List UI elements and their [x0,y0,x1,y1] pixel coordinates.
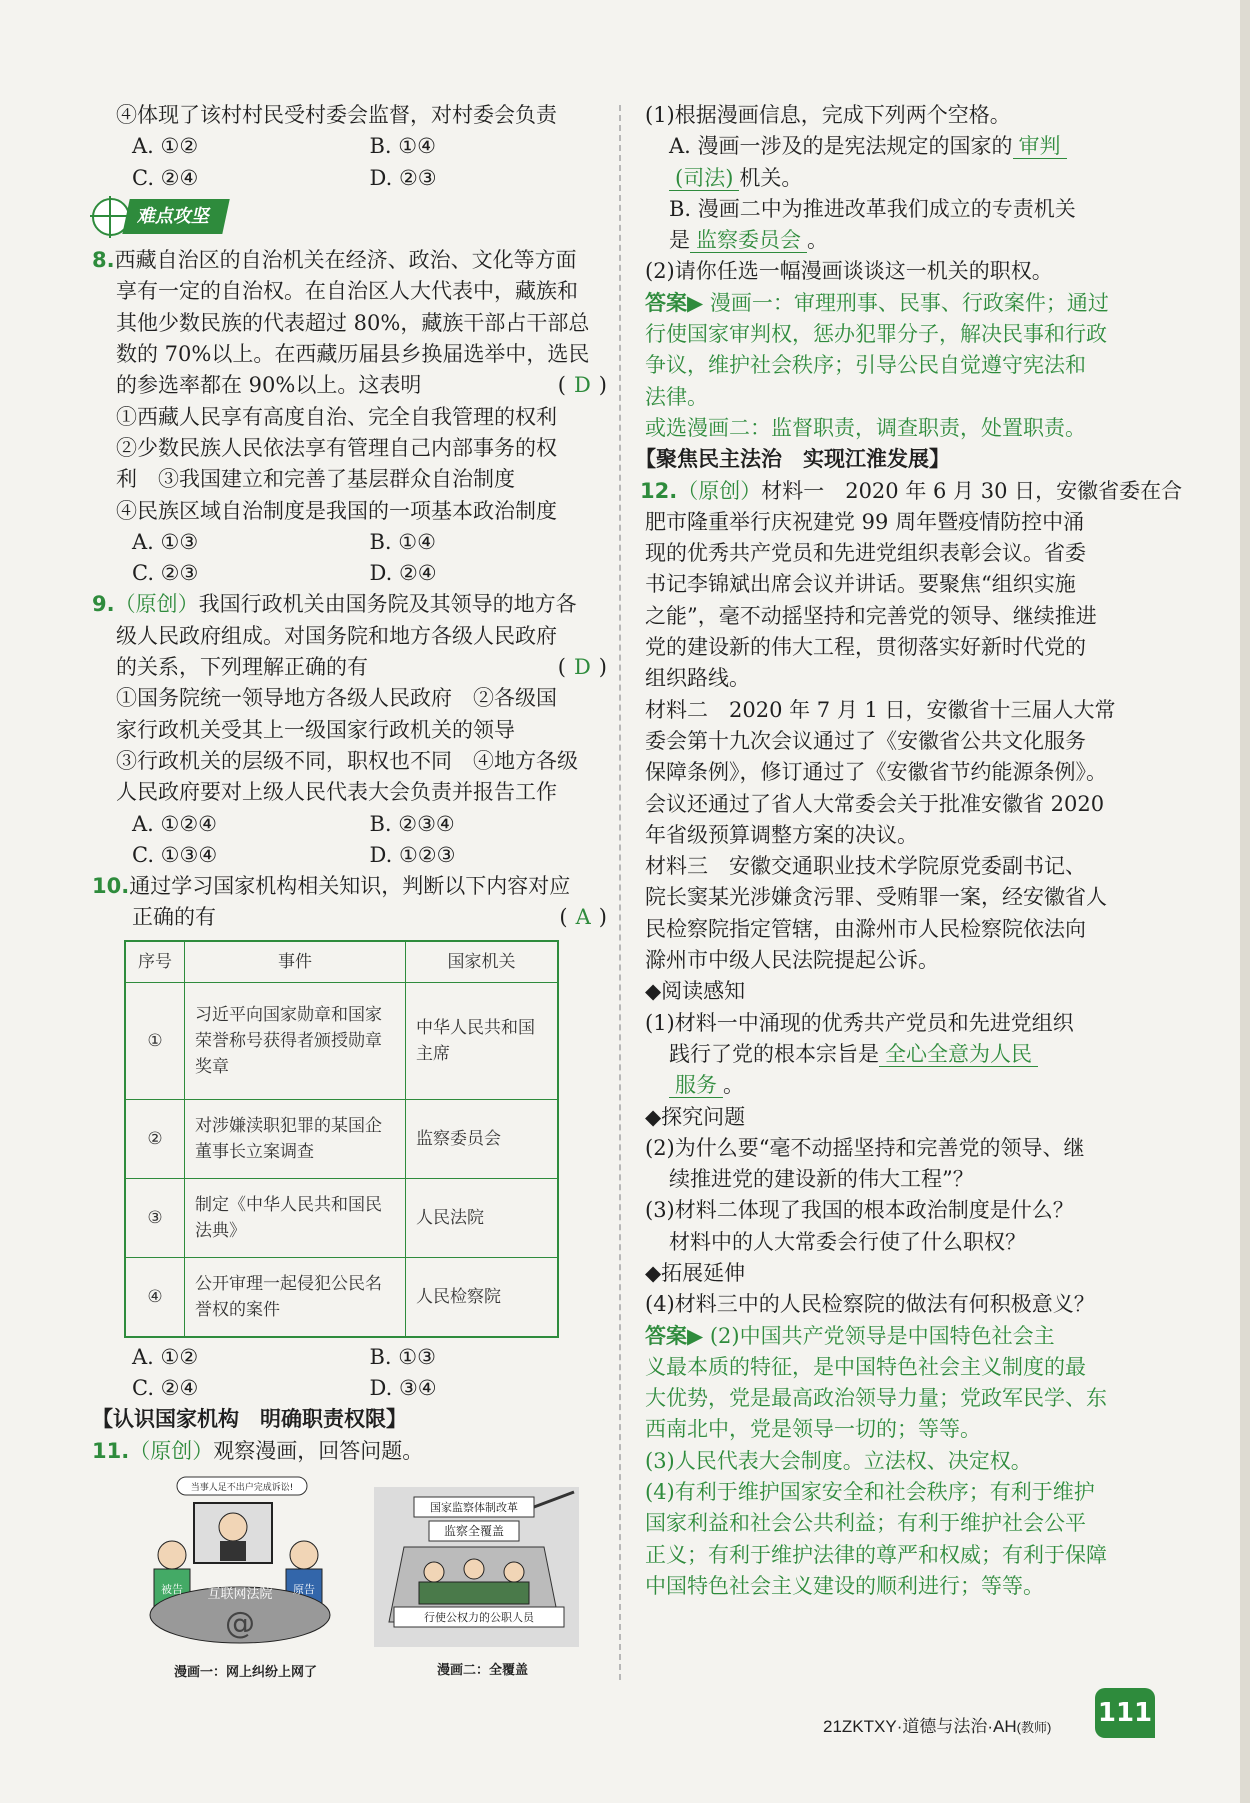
answer-text: 大优势，党是最高政治领导力量；党政军民学、东 [645,1386,1107,1411]
material-text: 党的建设新的伟大工程，贯彻落实好新时代党的 [645,635,1086,660]
option: B. ①④ [369,134,436,159]
question-11 [92,1436,607,1680]
material-text: 材料三 安徽交通职业技术学院原党委副书记、 [645,854,1086,879]
option: A. ①② [132,1344,199,1369]
question-text: 观察漫画，回答问题。 [213,1438,424,1463]
row-organ: 中华人民共和国主席 [406,982,559,1099]
cartoon-supervision [374,1487,579,1647]
subsection-heading: ◆探究问题 [645,1104,746,1129]
option: B. ①③ [369,1344,436,1369]
question-text: 级人民政府组成。对国务院和地方各级人民政府 [116,623,557,648]
subquestion: 践行了党的根本宗旨是 [669,1041,879,1066]
right-column [635,100,1183,1602]
plaintiff-tag: 原告 [293,1582,315,1596]
option: A. ①③ [132,529,199,554]
material-text: 保障条例》，修订通过了《安徽省节约能源条例》。 [645,760,1107,785]
court-sign: 互联网法院 [207,1586,273,1602]
row-organ: 监察委员会 [406,1099,559,1178]
row-number: ① [125,982,185,1099]
prev-item-4: ④体现了该村村民受村委会监督，对村委会负责 [116,103,557,127]
question-number: 9. [92,592,115,617]
section-heading: 【聚焦民主法治 实现江淮发展】 [635,447,950,472]
material-text: 书记李锦斌出席会议并讲话。要聚焦“组织实施 [645,572,1076,597]
at-sign-icon: @ [225,1605,255,1641]
option: A. ①②④ [132,811,217,836]
subquestion: (1)根据漫画信息，完成下列两个空格。 [645,103,1011,127]
question-text: 数的 70%以上。在西藏历届县乡换届选举中，选民 [116,342,590,367]
answer-text: 义最本质的特征，是中国特色社会主义制度的最 [645,1354,1086,1379]
answer-text: 行使国家审判权，惩办犯罪分子，解决民事和行政 [645,322,1107,347]
question-12 [640,476,1183,1603]
table-header: 事件 [185,941,406,983]
answer-letter: A [575,905,591,930]
statement: ③行政机关的层级不同，职权也不同 ④地方各级 [116,748,578,773]
row-number: ③ [125,1178,185,1257]
answer-text: 或选漫画二：监督职责，调查职责，处置职责。 [645,415,1086,440]
material-text: 会议还通过了省人大常委会关于批准安徽省 2020 [645,791,1105,816]
question-number: 10. [92,874,130,899]
cartoon-1-caption: 漫画一：网上纠纷上网了 [174,1664,318,1680]
question-text: 西藏自治区的自治机关在经济、政治、文化等方面 [114,248,577,273]
statement: ②少数民族人民依法享有管理自己内部事务的权 [116,435,557,460]
book-code: 21ZKTXY·道德与法治·AH [823,1717,1017,1736]
banner-label: 难点攻坚 [122,199,230,234]
row-number: ④ [125,1257,185,1337]
answer-blank: 监察委员会 [690,228,807,253]
question-number: 12. [640,478,678,503]
answer-blank: (司法) [669,166,739,191]
material-text: 组织路线。 [645,666,750,691]
answer-bracket: ( D ) [557,655,607,680]
subquestion: 材料中的人大常委会行使了什么职权？ [669,1229,1026,1254]
row-number: ② [125,1099,185,1178]
cartoon-internet-court [132,1475,347,1655]
answer-text: (2)中国共产党领导是中国特色社会主 [709,1323,1055,1348]
subsection-heading: ◆拓展延伸 [645,1260,746,1285]
subquestion: 。 [723,1073,744,1098]
table-row [125,1257,558,1337]
defendant-tag: 被告 [161,1582,183,1596]
subquestion: 是 [669,228,690,253]
material-text: 滁州市中级人民法院提起公诉。 [645,948,939,973]
material-text: 委会第十九次会议通过了《安徽省公共文化服务 [645,728,1086,753]
option: B. ②③④ [369,811,455,836]
answer-text: 争议，维护社会秩序；引导公民自觉遵守宪法和 [645,353,1086,378]
answer-text: 西南北中，党是领导一切的；等等。 [645,1417,981,1442]
question-number: 11. [92,1438,130,1463]
question-10 [92,871,607,1404]
material-text: 院长窦某光涉嫌贪污罪、受贿罪一案，经安徽省人 [645,885,1107,910]
table-row [125,982,558,1099]
bubble-text: 当事人足不出户完成诉讼! [190,1482,294,1493]
row-event: 公开审理一起侵犯公民名誉权的案件 [185,1257,406,1337]
original-tag: （原创） [129,1438,214,1463]
section-heading: 【认识国家机构 明确职责权限】 [92,1407,407,1432]
option: D. ②④ [369,561,437,586]
row-event: 制定《中华人民共和国民法典》 [185,1178,406,1257]
subquestion: (4)材料三中的人民检察院的做法有何积极意义？ [645,1292,1095,1317]
material-text: 现的优秀共产党员和先进党组织表彰会议。省委 [645,541,1086,566]
option: C. ②④ [132,1376,199,1401]
answer-text: 法律。 [645,384,708,409]
question-text: 正确的有 [132,905,216,930]
answer-text: 国家利益和社会公共利益；有利于维护社会公平 [645,1511,1086,1536]
subquestion: 机关。 [739,165,803,190]
question-text: 我国行政机关由国务院及其领导的地方各 [198,592,577,617]
answer-bracket: ( A ) [559,905,607,930]
answer-label: 答案▶ [645,290,704,315]
page-edge [1240,0,1250,1803]
subquestion: (2)为什么要“毫不动摇坚持和完善党的领导、继 [645,1135,1085,1160]
subquestion: 续推进党的建设新的伟大工程”？ [669,1167,974,1192]
prev-options [92,163,607,194]
cartoon-2-caption: 漫画二：全覆盖 [437,1662,529,1678]
answer-text: 漫画一：审理刑事、民事、行政案件；通过 [709,290,1109,315]
option: B. ①④ [369,529,436,554]
material-text: 民检察院指定管辖，由滁州市人民检察院依法向 [645,916,1086,941]
material-text: 年省级预算调整方案的决议。 [645,822,918,847]
q10-table [124,940,559,1338]
option: A. ①② [132,134,199,159]
row-event: 对涉嫌渎职犯罪的某国企董事长立案调查 [185,1099,406,1178]
footer-code [823,1712,1051,1737]
material-text: 之能”，毫不动摇坚持和完善党的领导、继续推进 [645,603,1097,628]
answer-text: 中国特色社会主义建设的顺利进行；等等。 [645,1573,1044,1598]
answer-blank: 全心全意为人民 [879,1042,1038,1067]
officials-label: 行使公权力的公职人员 [424,1610,534,1624]
row-organ: 人民法院 [406,1178,559,1257]
subquestion: B. 漫画二中为推进改革我们成立的专责机关 [669,196,1076,221]
material-text: 肥市隆重举行庆祝建党 99 周年暨疫情防控中涌 [645,509,1085,534]
statement: 人民政府要对上级人民代表大会负责并报告工作 [116,780,557,805]
edition-role: (教师) [1016,1720,1052,1735]
original-tag: （原创） [677,478,762,503]
option: C. ②③ [132,561,199,586]
question-8 [92,245,607,589]
cartoons [92,1475,607,1680]
original-tag: （原创） [114,592,199,617]
subquestion: 。 [807,228,828,253]
row-event: 习近平向国家勋章和国家荣誉称号获得者颁授勋章奖章 [185,982,406,1099]
table-header: 序号 [125,941,185,983]
answer-letter: D [573,655,591,680]
answer-label: 答案▶ [645,1323,704,1348]
option: C. ②④ [132,165,199,190]
table-row [125,1178,558,1257]
statement: ①西藏人民享有高度自治、完全自我管理的权利 [116,404,557,429]
statement: ①国务院统一领导地方各级人民政府 ②各级国 [116,686,557,711]
column-divider [619,105,621,1680]
prev-options [92,131,607,162]
question-9 [92,589,607,871]
statement: 利 ③我国建立和完善了基层群众自治制度 [116,467,515,492]
row-organ: 人民检察院 [406,1257,559,1337]
material-text: 材料一 2020 年 6 月 30 日，安徽省委在合 [761,478,1183,503]
statement: 家行政机关受其上一级国家行政机关的领导 [116,717,515,742]
subsection-heading: ◆阅读感知 [645,979,746,1004]
left-column [92,100,607,1680]
table-header: 国家机关 [406,941,559,983]
question-text: 的关系，下列理解正确的有 [116,655,368,680]
subquestion: A. 漫画一涉及的是宪法规定的国家的 [669,134,1013,159]
subquestion: (1)材料一中涌现的优秀共产党员和先进党组织 [645,1010,1074,1035]
answer-text: (3)人民代表大会制度。立法权、决定权。 [645,1448,1032,1473]
question-number: 8. [92,248,115,273]
answer-letter: D [573,373,591,398]
statement: ④民族区域自治制度是我国的一项基本政治制度 [116,498,557,523]
option: D. ①②③ [369,842,456,867]
answer-text: 正义；有利于维护法律的尊严和权威；有利于保障 [645,1542,1107,1567]
banner-reform: 国家监察体制改革 [430,1500,518,1514]
option: C. ①③④ [132,842,218,867]
answer-blank: 审判 [1013,134,1067,159]
page-number: 111 [1095,1688,1155,1738]
material-text: 材料二 2020 年 7 月 1 日，安徽省十三届人大常 [645,697,1116,722]
question-text: 通过学习国家机构相关知识，判断以下内容对应 [129,874,571,899]
subquestion: (2)请你任选一幅漫画谈谈这一机关的职权。 [645,259,1053,284]
question-text: 享有一定的自治权。在自治区人大代表中，藏族和 [116,279,578,304]
table-row [125,1099,558,1178]
subquestion: (3)材料二体现了我国的根本政治制度是什么？ [645,1198,1074,1223]
option: D. ③④ [369,1376,437,1401]
difficulty-banner [92,200,226,234]
answer-blank: 服务 [669,1073,723,1098]
question-text: 的参选率都在 90%以上。这表明 [116,373,422,398]
banner-coverage: 监察全覆盖 [443,1523,505,1538]
option: D. ②③ [369,165,437,190]
answer-text: (4)有利于维护国家安全和社会秩序；有利于维护 [645,1480,1095,1505]
question-text: 其他少数民族的代表超过 80%，藏族干部占干部总 [116,310,590,335]
answer-bracket: ( D ) [557,373,607,398]
